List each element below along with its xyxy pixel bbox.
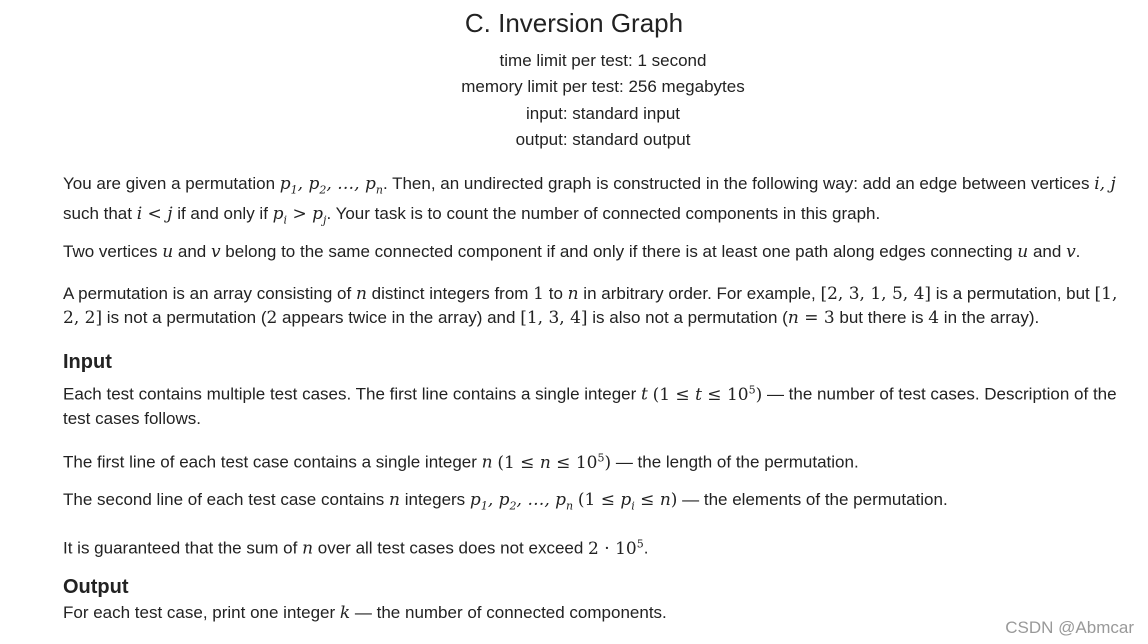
math-n: n xyxy=(389,490,400,510)
statement-paragraph-1 xyxy=(63,172,1138,233)
text: The first line of each test case contains a single integer xyxy=(63,452,482,472)
text: integers xyxy=(399,490,470,509)
memory-limit: memory limit per test: 256 megabytes xyxy=(461,77,745,96)
math-k: k xyxy=(339,603,351,623)
math-n: n xyxy=(567,284,579,304)
text: distinct integers from xyxy=(366,284,534,303)
input-paragraph-4 xyxy=(63,532,1138,561)
input-file: input: standard input xyxy=(525,104,681,123)
math-permutation: $p_1$, $p_2$, …, $p_n$ xyxy=(469,490,574,513)
input-paragraph-3 xyxy=(63,488,1138,518)
math-two: 2 xyxy=(266,308,278,328)
math-i-lt-j: i < j xyxy=(136,204,173,225)
text: Each test contains multiple test cases. The first line contains a single integer xyxy=(63,384,641,404)
math-bad-array-1: [1, 2, 2] xyxy=(63,284,1118,328)
text: The second line of each test case contains xyxy=(63,490,390,509)
text: You are given a permutation xyxy=(63,174,280,193)
math-t: t xyxy=(640,384,648,405)
math-u: u xyxy=(162,242,174,262)
statement-paragraph-3 xyxy=(63,282,1138,330)
output-heading: Output xyxy=(63,576,129,598)
text: such that xyxy=(63,204,137,224)
math-ij: i, j xyxy=(1094,174,1116,194)
input-paragraph-1 xyxy=(63,378,1138,431)
math-n-eq-3: n = 3 xyxy=(787,308,835,328)
text: in arbitrary order. For example, xyxy=(578,284,821,303)
math-one: 1 xyxy=(533,284,544,304)
math-sum-limit: $2 \cdot 10^5$ xyxy=(588,537,644,559)
watermark: CSDN @Abmcar xyxy=(1005,618,1134,637)
math-u: u xyxy=(1017,242,1029,262)
text: and xyxy=(1028,242,1067,261)
math-bad-array-2: [1, 3, 4] xyxy=(520,308,588,328)
text: appears twice in the array) and xyxy=(277,308,521,327)
text: belong to the same connected component if and only if there is at least one path along edges connecting xyxy=(220,242,1018,261)
text: — the elements of the permutation. xyxy=(677,490,948,509)
text: over all test cases does not exceed xyxy=(313,538,589,558)
output-file: output: standard output xyxy=(515,130,691,149)
text: — the number of connected components. xyxy=(350,603,667,622)
text: It is guaranteed that the sum of xyxy=(63,538,303,558)
input-heading: Input xyxy=(63,351,112,373)
math-n: n xyxy=(481,452,493,473)
text: — the number of test cases. Description of the test cases follows. xyxy=(63,384,1117,428)
problem-title: C. Inversion Graph xyxy=(464,8,684,38)
math-t-range: $(1 \le t \le 10^5)$ xyxy=(652,383,763,405)
text: . Then, an undirected graph is constructed in the following way: add an edge between vertices xyxy=(382,174,1095,193)
text: to xyxy=(544,284,568,303)
math-v: v xyxy=(1066,242,1076,262)
time-limit: time limit per test: 1 second xyxy=(499,51,707,70)
math-n: n xyxy=(355,284,367,304)
math-four: 4 xyxy=(928,308,940,328)
text: but there is xyxy=(834,308,929,327)
text: For each test case, print one integer xyxy=(63,603,340,622)
math-n: n xyxy=(302,538,314,559)
math-permutation: $p_1$, $p_2$, …, $p_n$ xyxy=(279,174,383,197)
statement-paragraph-2 xyxy=(63,240,1138,264)
text: A permutation is an array consisting of xyxy=(63,284,356,303)
text: . xyxy=(1075,242,1081,261)
text: . xyxy=(643,538,649,558)
math-v: v xyxy=(210,242,221,262)
math-example-array: [2, 3, 1, 5, 4] xyxy=(820,284,932,304)
text: is a permutation, but xyxy=(931,284,1095,303)
text: is not a permutation ( xyxy=(102,308,267,327)
text: . Your task is to count the number of connected components in this graph. xyxy=(326,204,881,224)
input-paragraph-2 xyxy=(63,446,1138,475)
text: — the length of the permutation. xyxy=(611,452,859,472)
text: if and only if xyxy=(172,204,273,224)
math-pi-gt-pj: $p_i > p_j$ xyxy=(272,204,327,227)
output-paragraph-1 xyxy=(63,601,1138,625)
text: is also not a permutation ( xyxy=(587,308,788,327)
math-n-range: $(1 \le n \le 10^5)$ xyxy=(497,451,612,473)
text: and xyxy=(173,242,211,261)
text: in the array). xyxy=(939,308,1040,327)
text: Two vertices xyxy=(63,242,163,261)
math-p-range: $(1 \le p_i \le n)$ xyxy=(577,490,678,513)
